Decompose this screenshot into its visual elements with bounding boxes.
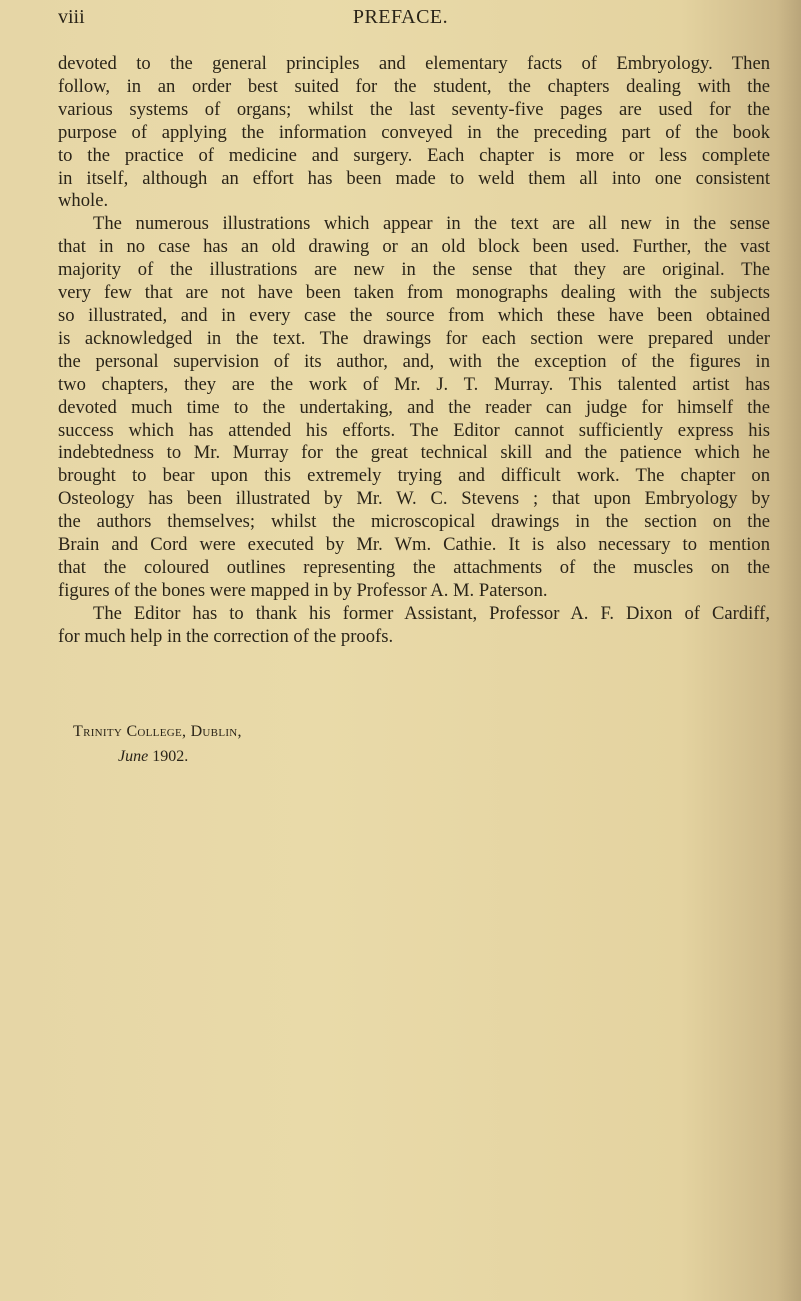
text-line: The numerous illustrations which appear in the text are all new in the sense [93, 213, 770, 235]
paragraph [58, 213, 770, 602]
text-line: devoted to the general principles and elementary facts of Embryology. Then [58, 53, 770, 74]
text-line: that the coloured outlines representing the attachments of the muscles on the [58, 556, 770, 578]
text-line: in itself, although an effort has been made to weld them all into one consistent [58, 167, 770, 189]
text-line: whole. [58, 190, 109, 212]
signature-month: June [118, 748, 149, 765]
text-line: Osteology has been illustrated by Mr. W. C. Stevens ; that upon Embryology by [58, 488, 770, 510]
text-line: to the practice of medicine and surgery. Each chapter is more or less complete [58, 144, 770, 166]
text-line: devoted much time to the undertaking, and the reader can judge for himself the [58, 396, 770, 418]
text-line: various systems of organs; whilst the last seventy-five pages are used for the [58, 98, 770, 120]
text-line: is acknowledged in the text. The drawings for each section were prepared under [58, 327, 770, 349]
text-line: very few that are not have been taken from monographs dealing with the subjects [58, 282, 770, 304]
signature-year: 1902. [152, 748, 189, 765]
text-line: the authors themselves; whilst the microscopical drawings in the section on the [58, 511, 770, 533]
signature-date [118, 748, 188, 766]
preface-body [58, 53, 770, 649]
text-line: the personal supervision of its author, and, with the exception of the figures in [58, 350, 770, 372]
signature-place: Trinity College, Dublin, [73, 723, 242, 740]
text-line: indebtedness to Mr. Murray for the great technical skill and the patience which he [58, 442, 770, 464]
text-line: success which has attended his efforts. The Editor cannot sufficiently express his [58, 419, 770, 441]
text-line: that in no case has an old drawing or an old block been used. Further, the vast [58, 236, 770, 258]
text-line: The Editor has to thank his former Assistant, Professor A. F. Dixon of Cardiff, [93, 602, 770, 624]
text-line: two chapters, they are the work of Mr. J. T. Murray. This talented artist has [58, 373, 770, 395]
text-line: for much help in the correction of the proofs. [58, 625, 394, 647]
text-line: majority of the illustrations are new in the sense that they are original. The [58, 259, 770, 281]
paragraph [58, 53, 770, 213]
text-line: so illustrated, and in every case the source from which these have been obtained [58, 304, 770, 326]
text-line: follow, in an order best suited for the student, the chapters dealing with the [58, 75, 770, 97]
text-line: figures of the bones were mapped in by Professor A. M. Paterson. [58, 579, 548, 601]
text-line: brought to bear upon this extremely trying and difficult work. The chapter on [58, 465, 770, 487]
text-line: Brain and Cord were executed by Mr. Wm. Cathie. It is also necessary to mention [58, 534, 770, 556]
paragraph [58, 603, 770, 649]
page-number: viii [58, 6, 85, 28]
running-title: PREFACE. [352, 6, 449, 28]
text-line: purpose of applying the information conveyed in the preceding part of the book [58, 121, 770, 143]
